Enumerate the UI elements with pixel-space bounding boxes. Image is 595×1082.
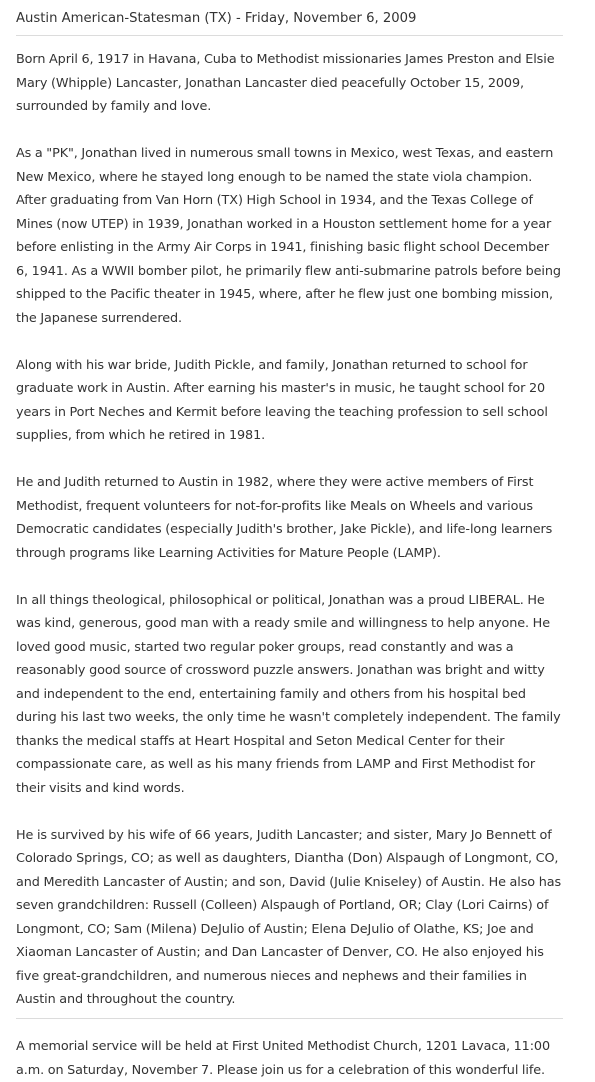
paragraph-austin-life: He and Judith returned to Austin in 1982, where they were active members of First Methodist, frequent volunteers for not-for-profits like Meals on Wheels and various Democratic candidates (especially Judith's brother, Jake Pickle), and life-long learners through programs like Learning Activities for Mature People (LAMP). [16,475,553,561]
paragraph-memorial: A memorial service will be held at First United Methodist Church, 1201 Lavaca, 11:00 a.m. on Saturday, November 7. Please join us for a celebration of this wonderful life. [16,1039,551,1078]
paragraph-character: In all things theological, philosophical or political, Jonathan was a proud LIBERAL. He was kind, generous, good man with a ready smile and willingness to help anyone. He loved good music, started two regular poker groups, read constantly and was a reasonably good source of crossword puzzle answers. Jonathan was bright and witty and independent to the end, entertaining family and others from his hospital bed during his last two weeks, the only time he wasn't completely independent. The family thanks the medical staffs at Heart Hospital and Seton Medical Center for their compassionate care, as well as his many friends from LAMP and First Methodist for their visits and kind words. [16,592,561,796]
paragraph-birth: Born April 6, 1917 in Havana, Cuba to Methodist missionaries James Preston and Elsie Mary (Whipple) Lancaster, Jonathan Lancaster died peacefully October 15, 2009, surrounded by family and love. [16,52,555,114]
bottom-divider [16,1018,563,1019]
paragraph-survivors: He is survived by his wife of 66 years, Judith Lancaster; and sister, Mary Jo Bennett of Colorado Springs, CO; as well as daughters, Diantha (Don) Alspaugh of Longmont, CO, and Meredith Lancaster of Austin; and son, David (Julie Kniseley) of Austin. He also has seven grandchildren: Russell (Colleen) Alspaugh of Portland, OR; Clay (Lori Cairns) of Longmont, CO; Sam (Milena) DeJulio of Austin; Elena DeJulio of Olathe, KS; Joe and Xiaoman Lancaster of Austin; and Dan Lancaster of Denver, CO. He also enjoyed his five great-grandchildren, and numerous nieces and nephews and their families in Austin and throughout the country. [16,827,562,1007]
paragraph-early-life: As a "PK", Jonathan lived in numerous small towns in Mexico, west Texas, and eastern New Mexico, where he stayed long enough to be named the state viola champion. After graduating from Van Horn (TX) High School in 1934, and the Texas College of Mines (now UTEP) in 1939, Jonathan worked in a Houston settlement home for a year before enlisting in the Army Air Corps in 1941, finishing basic flight school December 6, 1941. As a WWII bomber pilot, he primarily flew anti-submarine patrols before being shipped to the Pacific theater in 1945, where, after he flew just one bombing mission, the Japanese surrendered. [16,146,561,326]
obituary-body [16,36,563,1082]
source-header: Austin American-Statesman (TX) - Friday, November 6, 2009 [16,0,563,36]
paragraph-career: Along with his war bride, Judith Pickle, and family, Jonathan returned to school for graduate work in Austin. After earning his master's in music, he taught school for 20 years in Port Neches and Kermit before leaving the teaching profession to sell school supplies, from which he retired in 1981. [16,357,548,443]
